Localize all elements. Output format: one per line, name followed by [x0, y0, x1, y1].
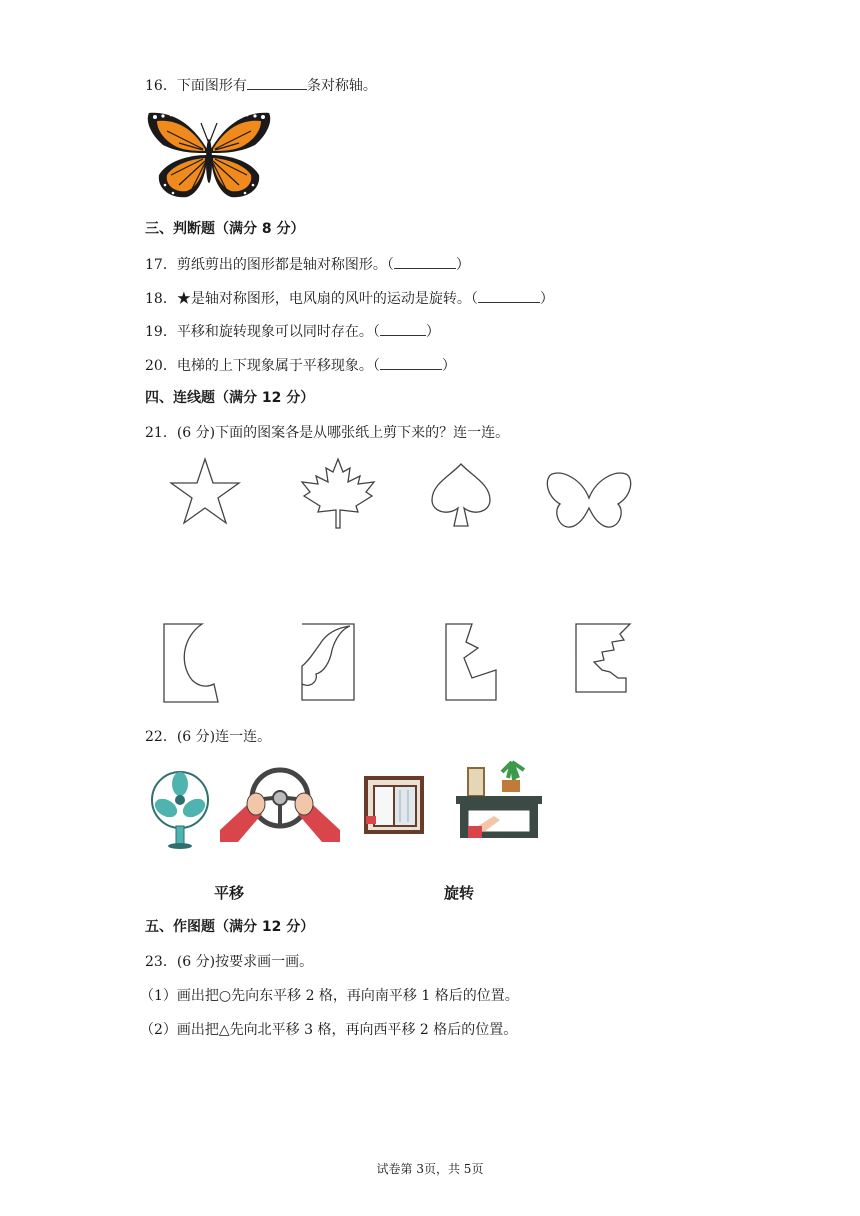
- question-21: 21．(6 分)下面的图案各是从哪张纸上剪下来的？连一连。: [145, 425, 510, 441]
- question-19: 19．平移和旋转现象可以同时存在。（ ）: [145, 321, 440, 341]
- paper-half-maple-cutout[interactable]: [574, 622, 632, 694]
- question-20: 20．电梯的上下现象属于平移现象。（ ）: [145, 355, 456, 375]
- paper-half-star-cutout[interactable]: [444, 622, 498, 702]
- spade-shape-icon[interactable]: [428, 460, 494, 530]
- section-heading-drawing: 五、作图题（满分 12 分）: [145, 919, 315, 935]
- paper-half-butterfly-cutout[interactable]: [300, 622, 358, 702]
- label-translation: 平移: [214, 884, 245, 902]
- monarch-butterfly-image: [143, 105, 275, 201]
- answer-blank[interactable]: [247, 75, 307, 90]
- question-17: 17．剪纸剪出的图形都是轴对称图形。（ ）: [145, 254, 470, 274]
- page-footer: 试卷第 3页，共 5页: [376, 1162, 484, 1176]
- butterfly-shape-icon[interactable]: [544, 468, 634, 534]
- drawer-cabinet-image[interactable]: [454, 760, 546, 842]
- question-23-item-1: （1）画出把○先向东平移 2 格，再向南平移 1 格后的位置。: [140, 988, 519, 1004]
- section-heading-judgement: 三、判断题（满分 8 分）: [145, 221, 305, 237]
- question-16: 16．下面图形有 条对称轴。: [145, 75, 377, 95]
- label-rotation: 旋转: [444, 884, 475, 902]
- paper-crescent-cutout[interactable]: [162, 622, 224, 704]
- electric-fan-image[interactable]: [148, 768, 212, 850]
- question-22: 22．(6 分)连一连。: [145, 729, 272, 745]
- star-shape-icon[interactable]: [168, 456, 242, 526]
- question-23-item-2: （2）画出把△先向北平移 3 格，再向西平移 2 格后的位置。: [140, 1022, 518, 1038]
- answer-blank[interactable]: [478, 288, 540, 303]
- answer-blank[interactable]: [394, 254, 456, 269]
- star-icon: ★: [176, 291, 191, 307]
- question-18: 18．★是轴对称图形，电风扇的风叶的运动是旋转。（ ）: [145, 288, 554, 308]
- answer-blank[interactable]: [380, 321, 426, 336]
- steering-wheel-image[interactable]: [218, 764, 342, 844]
- maple-leaf-shape-icon[interactable]: [298, 456, 378, 530]
- section-heading-matching: 四、连线题（满分 12 分）: [145, 390, 315, 406]
- answer-blank[interactable]: [380, 355, 442, 370]
- sliding-window-image[interactable]: [364, 776, 424, 834]
- question-23: 23．(6 分)按要求画一画。: [145, 954, 314, 970]
